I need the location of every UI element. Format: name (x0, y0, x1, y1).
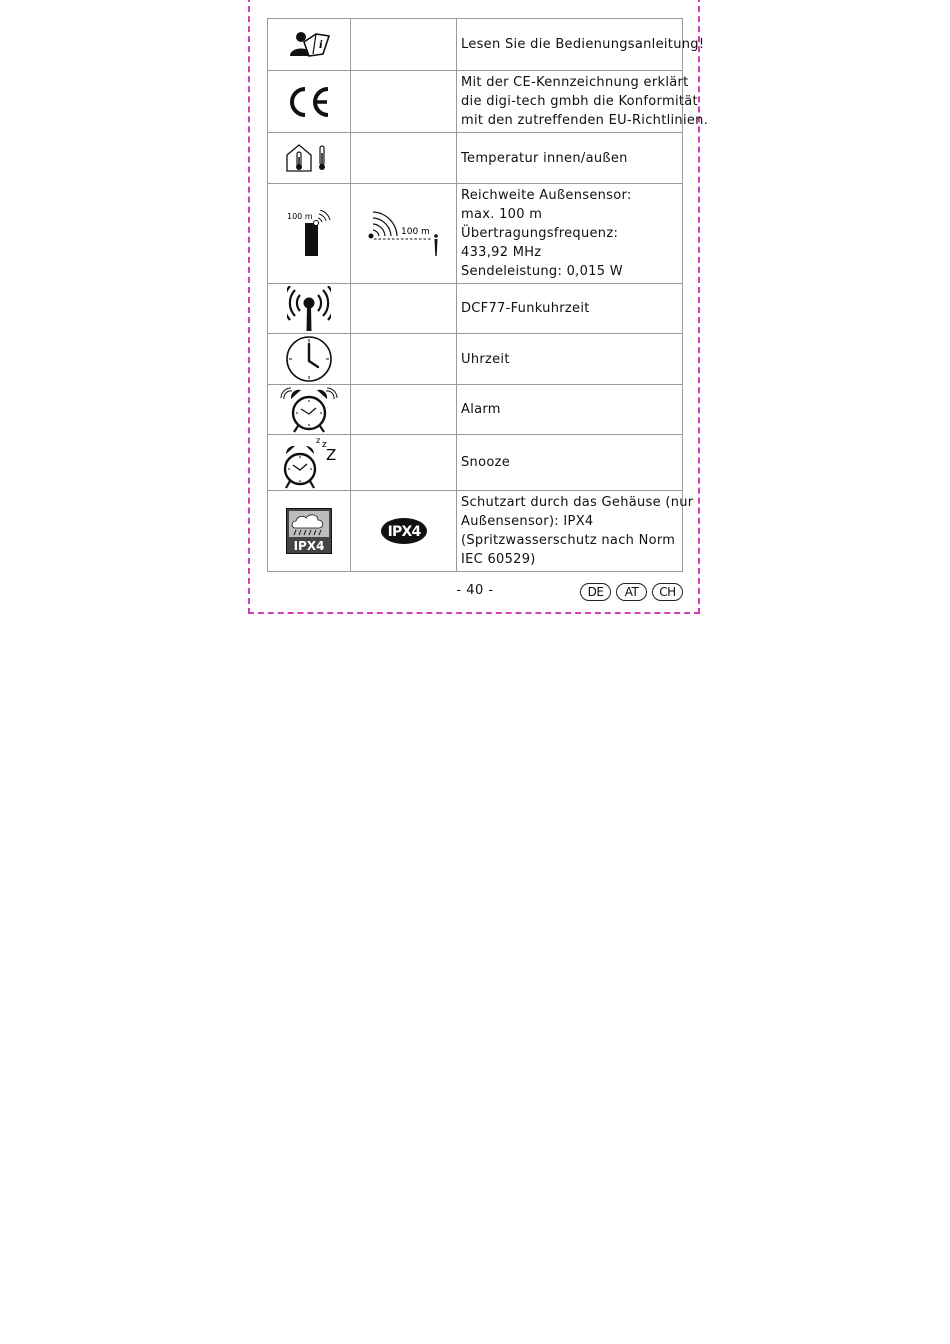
sensor-range-label: 100 m (287, 211, 313, 221)
description-line: Außensensor): IPX4 (461, 514, 594, 529)
country-badge-ch: CH (652, 583, 683, 601)
svg-text:z: z (316, 435, 321, 445)
svg-text:Z: Z (326, 445, 337, 464)
ipx4-badge-icon (380, 517, 428, 545)
description-line: Temperatur innen/außen (461, 150, 628, 166)
country-badge-de: DE (580, 583, 611, 601)
svg-text:z: z (322, 439, 327, 450)
table-row (268, 385, 683, 435)
ipx4-rain-label: IPX4 (293, 539, 325, 553)
indoor-outdoor-temperature-icon (285, 143, 333, 173)
ce-mark-icon (286, 85, 332, 119)
description-line: die digi-tech gmbh die Konformität (461, 94, 698, 109)
table-row (268, 435, 683, 491)
description-line: Snooze (461, 455, 511, 470)
description-line: 433,92 MHz (461, 245, 542, 260)
page-number: - 40 - (456, 583, 494, 598)
description-line: IEC 60529) (461, 552, 536, 567)
description-line: Übertragungsfrequenz: (461, 226, 619, 241)
description-line: Sendeleistung: 0,015 W (461, 264, 623, 279)
transmission-range-icon (368, 210, 440, 258)
table-row (268, 184, 683, 284)
description-line: mit den zutreffenden EU-Richtlinien. (461, 113, 709, 128)
description-line: Lesen Sie die Bedienungsanleitung! (461, 37, 705, 52)
read-manual-icon (287, 30, 331, 60)
snooze-clock-icon (281, 436, 337, 490)
description-line: Reichweite Außensensor: (461, 188, 632, 203)
svg-text:i: i (319, 39, 323, 51)
ipx4-rain-icon (286, 508, 332, 554)
description-line: DCF77-Funkuhrzeit (461, 301, 590, 316)
symbols-table (267, 18, 709, 572)
table-row (268, 491, 683, 572)
table-row (268, 71, 683, 133)
ipx4-badge-label: IPX4 (387, 524, 420, 540)
sensor-range-icon (285, 210, 333, 258)
description-line: Uhrzeit (461, 351, 510, 367)
description-line: Mit der CE-Kennzeichnung erklärt (461, 75, 689, 90)
table-row (268, 334, 683, 385)
transmission-range-label: 100 m (400, 226, 430, 237)
table-row (268, 284, 683, 334)
country-badges (580, 583, 683, 601)
description-line: Alarm (461, 402, 501, 417)
country-badge-at: AT (616, 583, 647, 601)
table-row (268, 19, 683, 71)
table-row (268, 133, 683, 184)
alarm-clock-icon (279, 386, 339, 434)
radio-tower-icon (287, 286, 331, 332)
description-line: max. 100 m (461, 207, 543, 222)
description-line: (Spritzwasserschutz nach Norm (461, 533, 676, 548)
description-line: Schutzart durch das Gehäuse (nur (461, 495, 694, 510)
clock-icon (285, 335, 333, 383)
